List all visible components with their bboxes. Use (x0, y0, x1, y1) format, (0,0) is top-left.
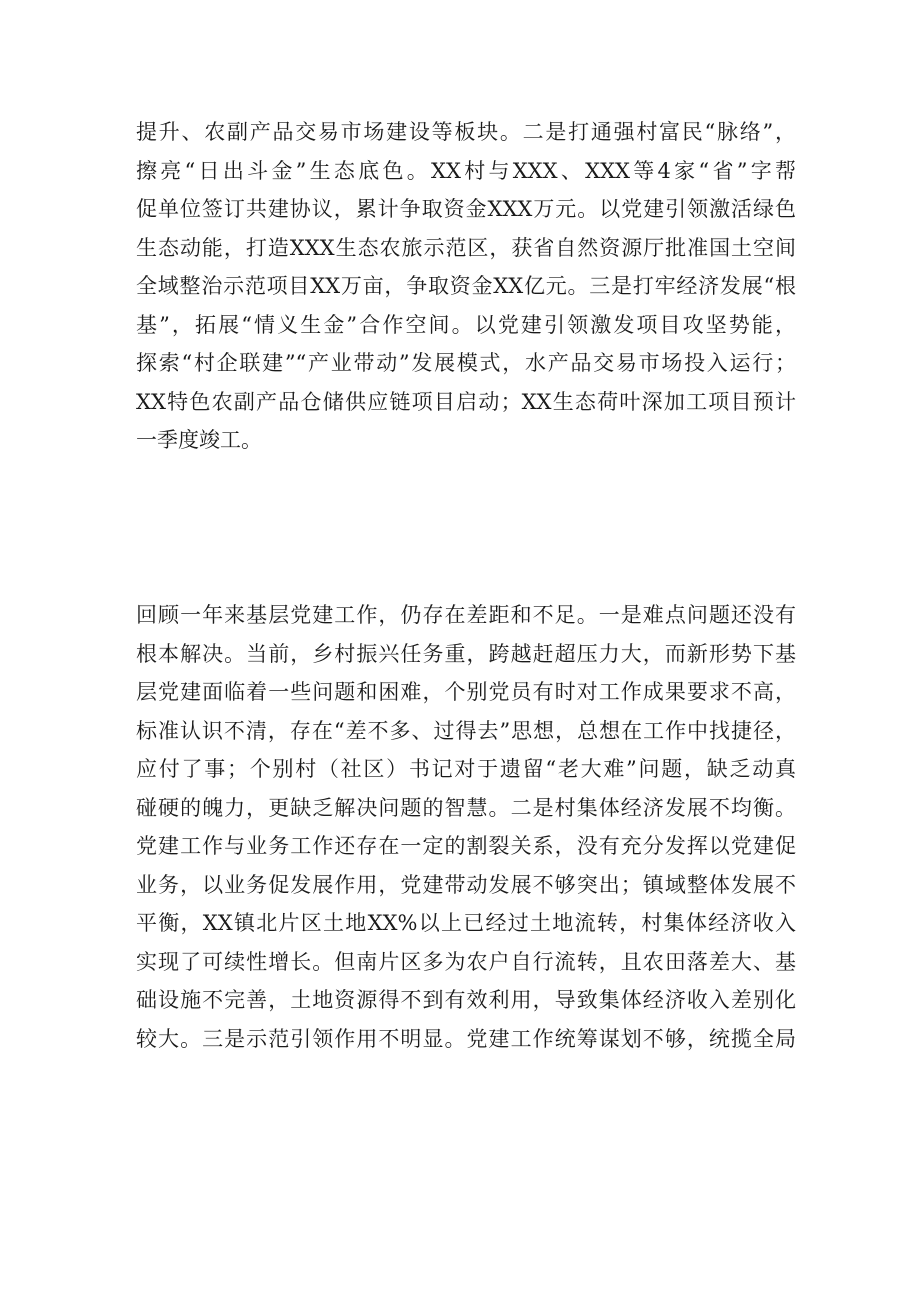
paragraph-2 (136, 596, 796, 1058)
text-line: 擦亮“日出斗金”生态底色。XX村与XXX、XXX等4家“省”字帮 (136, 158, 796, 183)
text-line: 探索“村企联建”“产业带动”发展模式，水产品交易市场投入运行； (136, 351, 796, 375)
text-line: 回顾一年来基层党建工作，仍存在差距和不足。一是难点问题还没有 (136, 603, 796, 627)
text-line: 应付了事；个别村（社区）书记对于遗留“老大难”问题，缺乏动真 (136, 757, 796, 781)
text-line: 全域整治示范项目XX万亩，争取资金XX亿元。三是打牢经济发展“根 (136, 274, 796, 298)
text-line: 一季度竣工。 (136, 428, 262, 452)
text-line: 标准认识不清，存在“差不多、过得去”思想，总想在工作中找捷径， (136, 718, 796, 743)
text-line: 生态动能，打造XXX生态农旅示范区，获省自然资源厅批准国土空间 (136, 235, 796, 260)
text-line: XX特色农副产品仓储供应链项目启动；XX生态荷叶深加工项目预计 (136, 389, 796, 414)
text-line: 提升、农副产品交易市场建设等板块。二是打通强村富民“脉络”， (136, 120, 796, 144)
text-line: 业务，以业务促发展作用，党建带动发展不够突出；镇域整体发展不 (136, 872, 796, 897)
paragraph-1 (136, 113, 796, 460)
text-line: 实现了可续性增长。但南片区多为农户自行流转，且农田落差大、基 (136, 949, 796, 974)
text-line: 层党建面临着一些问题和困难，个别党员有时对工作成果要求不高， (136, 680, 796, 704)
text-line: 基”，拓展“情义生金”合作空间。以党建引领激发项目攻坚势能， (136, 312, 796, 337)
text-line: 础设施不完善，土地资源得不到有效利用，导致集体经济收入差别化 (136, 988, 796, 1012)
text-line: 较大。三是示范引领作用不明显。党建工作统筹谋划不够，统揽全局 (136, 1026, 796, 1051)
text-line: 促单位签订共建协议，累计争取资金XXX万元。以党建引领激活绿色 (136, 197, 796, 221)
text-line: 根本解决。当前，乡村振兴任务重，跨越赶超压力大，而新形势下基 (136, 641, 796, 666)
text-line: 党建工作与业务工作还存在一定的割裂关系，没有充分发挥以党建促 (136, 834, 796, 858)
text-line: 碰硬的魄力，更缺乏解决问题的智慧。二是村集体经济发展不均衡。 (136, 795, 796, 820)
text-line: 平衡，XX镇北片区土地XX%以上已经过土地流转，村集体经济收入 (136, 911, 796, 935)
